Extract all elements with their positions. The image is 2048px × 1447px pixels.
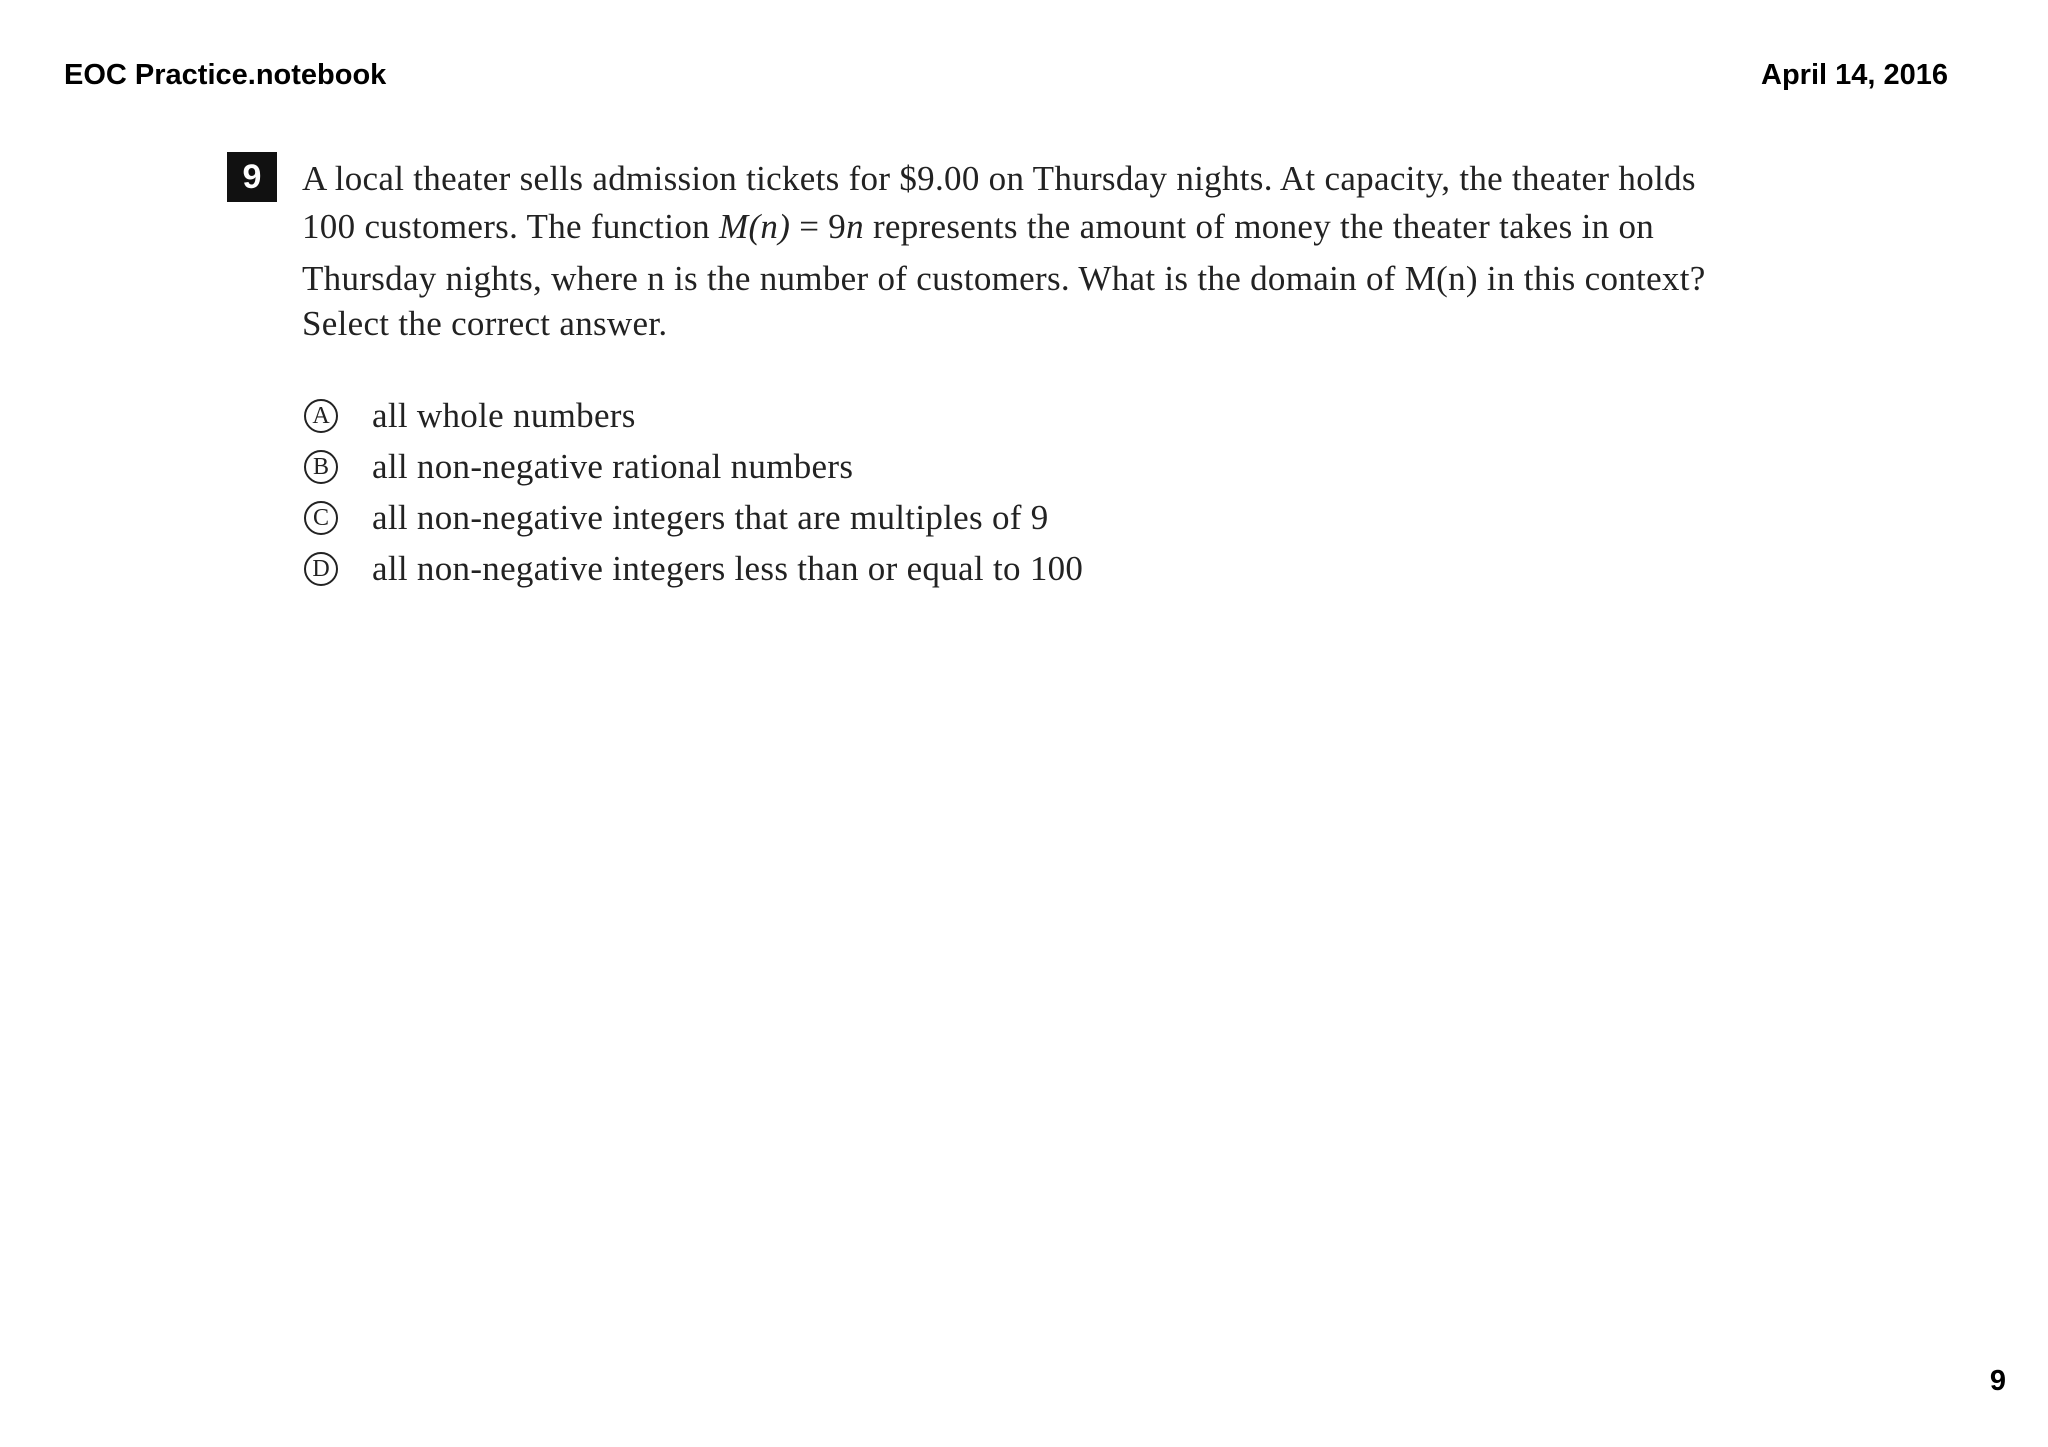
- function-notation: M(n): [718, 207, 791, 246]
- notebook-title: EOC Practice.notebook: [64, 59, 387, 91]
- option-c-text: all non-negative integers that are multiples of 9: [372, 497, 1049, 537]
- question-line-1: A local theater sells admission tickets for $9.00 on Thursday nights. At capacity, the theater holds: [302, 159, 1696, 198]
- question-line-2-start: 100 customers. The function: [302, 207, 719, 246]
- option-c-circle-icon: C: [304, 501, 338, 535]
- question-number-badge: 9: [227, 152, 277, 202]
- question-instruction: Select the correct answer.: [302, 304, 668, 343]
- question-line-2-end: represents the amount of money the theater takes in on: [863, 207, 1655, 246]
- option-b-text: all non-negative rational numbers: [372, 446, 854, 486]
- answer-option-b[interactable]: [304, 441, 1083, 492]
- answer-option-d[interactable]: [304, 543, 1083, 594]
- answer-options: [304, 390, 1083, 594]
- option-a-text: all whole numbers: [372, 395, 636, 435]
- function-variable: n: [846, 207, 864, 246]
- option-d-circle-icon: D: [304, 552, 338, 586]
- question-prompt: [302, 155, 1862, 343]
- question-line-3: Thursday nights, where n is the number of customers. What is the domain of M(n) in this context?: [302, 259, 1706, 298]
- option-b-circle-icon: B: [304, 450, 338, 484]
- option-a-circle-icon: A: [304, 399, 338, 433]
- function-equals: = 9: [790, 207, 847, 246]
- header-date: April 14, 2016: [1761, 59, 1948, 91]
- page-number: 9: [1989, 1365, 2006, 1397]
- option-d-text: all non-negative integers less than or equal to 100: [372, 548, 1084, 588]
- answer-option-c[interactable]: [304, 492, 1083, 543]
- question-line-2: [302, 203, 1862, 251]
- answer-option-a[interactable]: [304, 390, 1083, 441]
